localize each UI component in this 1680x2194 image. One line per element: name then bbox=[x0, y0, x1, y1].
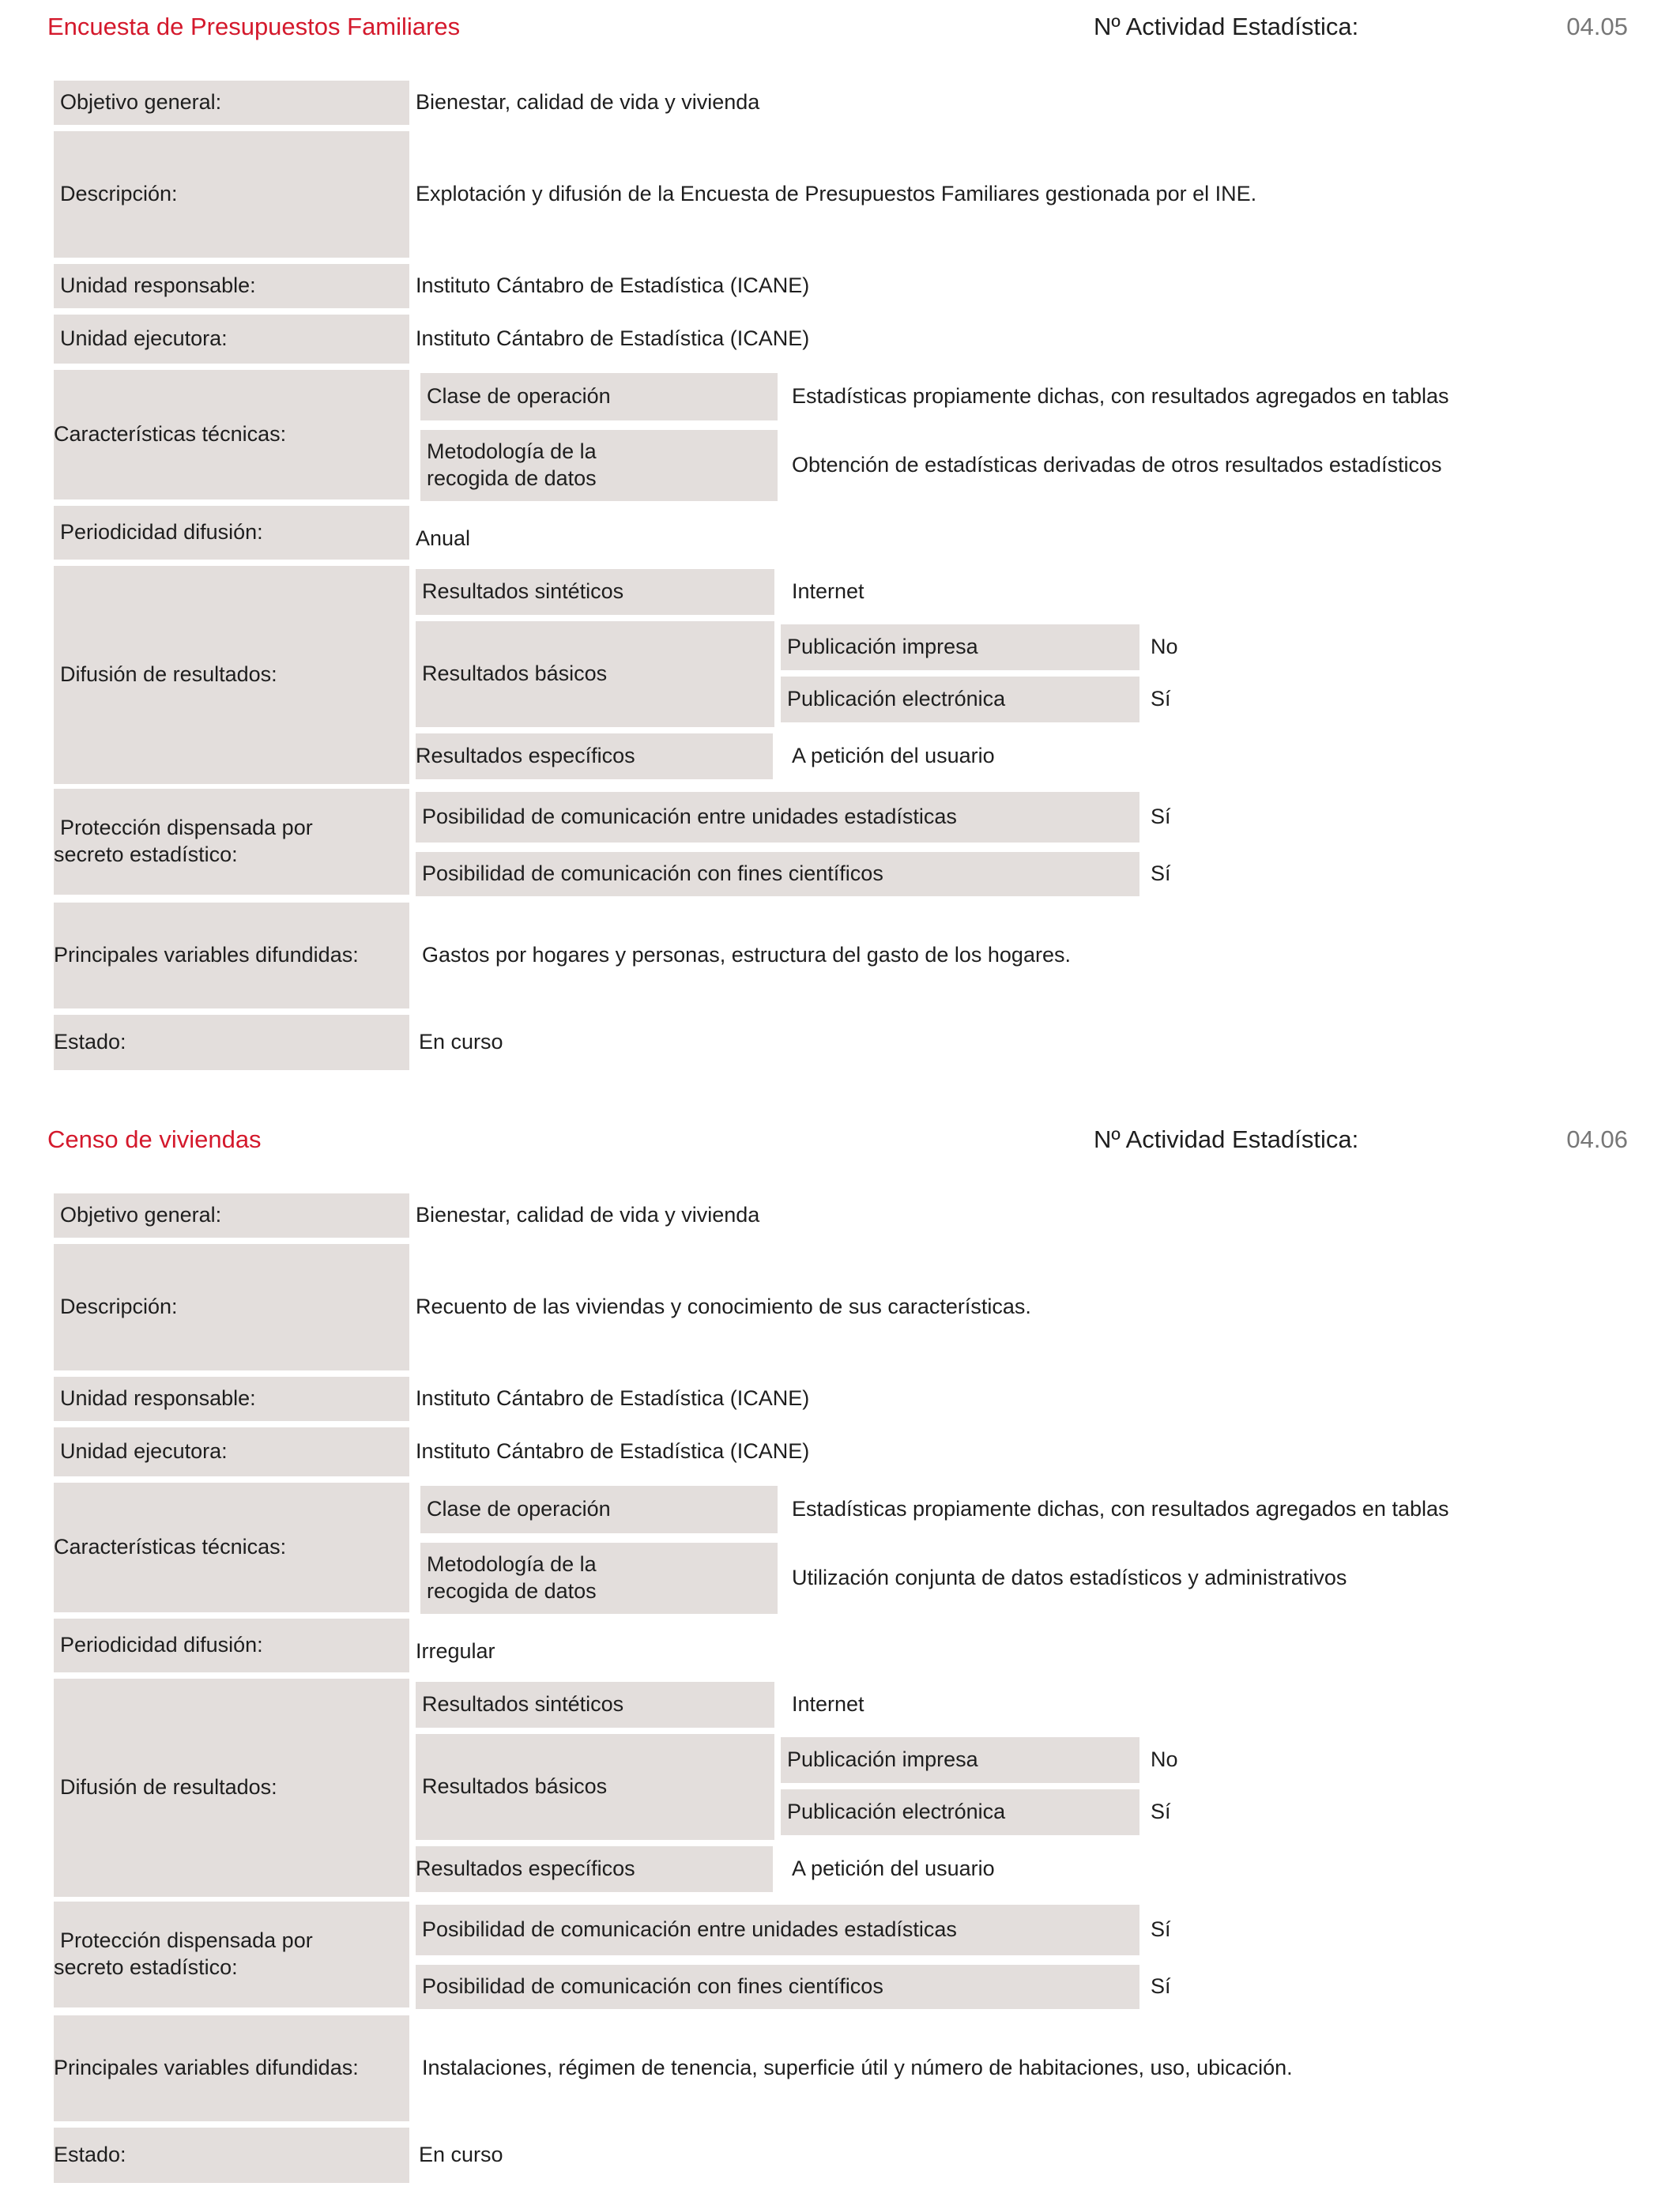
value-comunicacion-unidades: Sí bbox=[1151, 805, 1171, 829]
label-text: Resultados específicos bbox=[416, 1857, 635, 1881]
activity-number: 04.05 bbox=[1566, 13, 1628, 40]
value-comunicacion-cientificos: Sí bbox=[1151, 861, 1171, 886]
label-text: Difusión de resultados: bbox=[60, 662, 277, 687]
label-text: Principales variables difundidas: bbox=[54, 943, 359, 967]
value-metodologia: Utilización conjunta de datos estadísticos y administrativos bbox=[792, 1566, 1347, 1590]
label-metodologia bbox=[420, 1543, 778, 1614]
value-publicacion-impresa: No bbox=[1151, 635, 1178, 659]
label-resultados-basicos bbox=[416, 1734, 774, 1840]
label-text-line1: Metodología de la bbox=[427, 439, 597, 464]
label-text: Difusión de resultados: bbox=[60, 1775, 277, 1800]
label-resultados-especificos bbox=[416, 733, 773, 779]
label-text: Unidad responsable: bbox=[60, 1386, 256, 1411]
label-comunicacion-cientificos bbox=[416, 852, 1139, 896]
value-metodologia: Obtención de estadísticas derivadas de otros resultados estadísticos bbox=[792, 453, 1442, 477]
label-text: Publicación electrónica bbox=[787, 687, 1006, 711]
label-clase-operacion bbox=[420, 1486, 778, 1533]
label-text: Resultados básicos bbox=[422, 662, 608, 686]
label-text: Publicación electrónica bbox=[787, 1800, 1006, 1824]
activity-number-label: Nº Actividad Estadística: bbox=[1094, 13, 1359, 40]
label-text: Posibilidad de comunicación entre unidades estadísticas bbox=[422, 805, 957, 829]
label-text: Unidad ejecutora: bbox=[60, 326, 228, 351]
label-objetivo-general bbox=[54, 81, 409, 125]
value-periodicidad: Irregular bbox=[416, 1639, 495, 1664]
label-estado bbox=[54, 1015, 409, 1070]
label-text: Estado: bbox=[54, 2143, 126, 2167]
label-text: Estado: bbox=[54, 1030, 126, 1054]
label-difusion-resultados bbox=[54, 1679, 409, 1897]
label-text: Descripción: bbox=[60, 182, 178, 206]
value-descripcion: Explotación y difusión de la Encuesta de Presupuestos Familiares gestionada por el INE. bbox=[416, 182, 1257, 206]
label-text: Objetivo general: bbox=[60, 1203, 222, 1227]
value-principales-variables: Gastos por hogares y personas, estructura del gasto de los hogares. bbox=[422, 943, 1071, 967]
label-comunicacion-unidades bbox=[416, 792, 1139, 843]
label-caracteristicas-tecnicas bbox=[54, 1483, 409, 1612]
label-text: Unidad responsable: bbox=[60, 273, 256, 298]
value-unidad-ejecutora: Instituto Cántabro de Estadística (ICANE) bbox=[416, 326, 810, 351]
label-publicacion-impresa bbox=[781, 624, 1139, 670]
value-objetivo-general: Bienestar, calidad de vida y vivienda bbox=[416, 90, 760, 115]
label-unidad-responsable bbox=[54, 1377, 409, 1421]
label-resultados-sinteticos bbox=[416, 569, 774, 615]
value-clase-operacion: Estadísticas propiamente dichas, con resultados agregados en tablas bbox=[792, 384, 1449, 409]
label-text: Publicación impresa bbox=[787, 635, 978, 659]
label-text: Unidad ejecutora: bbox=[60, 1439, 228, 1464]
label-text: Resultados sintéticos bbox=[422, 579, 624, 604]
label-difusion-resultados bbox=[54, 566, 409, 784]
label-text: Posibilidad de comunicación con fines científicos bbox=[422, 1974, 883, 1999]
value-objetivo-general: Bienestar, calidad de vida y vivienda bbox=[416, 1203, 760, 1227]
value-resultados-especificos: A petición del usuario bbox=[792, 1857, 995, 1881]
label-proteccion-secreto bbox=[54, 789, 409, 895]
label-text: Descripción: bbox=[60, 1295, 178, 1319]
value-unidad-responsable: Instituto Cántabro de Estadística (ICANE) bbox=[416, 1386, 810, 1411]
value-publicacion-electronica: Sí bbox=[1151, 1800, 1171, 1824]
label-principales-variables bbox=[54, 2015, 409, 2121]
label-comunicacion-unidades bbox=[416, 1905, 1139, 1955]
label-text: Resultados sintéticos bbox=[422, 1692, 624, 1717]
label-objetivo-general bbox=[54, 1193, 409, 1238]
activity-section bbox=[0, 1113, 1680, 2194]
label-unidad-ejecutora bbox=[54, 315, 409, 364]
label-caracteristicas-tecnicas bbox=[54, 370, 409, 499]
label-text-line1: Metodología de la bbox=[427, 1552, 597, 1577]
label-text: Características técnicas: bbox=[54, 1535, 287, 1559]
label-text: Clase de operación bbox=[427, 384, 611, 409]
label-text: Resultados específicos bbox=[416, 744, 635, 768]
value-unidad-ejecutora: Instituto Cántabro de Estadística (ICANE) bbox=[416, 1439, 810, 1464]
value-comunicacion-cientificos: Sí bbox=[1151, 1974, 1171, 1999]
section-title: Encuesta de Presupuestos Familiares bbox=[47, 13, 461, 40]
value-comunicacion-unidades: Sí bbox=[1151, 1917, 1171, 1942]
value-publicacion-electronica: Sí bbox=[1151, 687, 1171, 711]
label-text-line2: secreto estadístico: bbox=[54, 1955, 238, 1979]
label-text: Periodicidad difusión: bbox=[60, 520, 263, 545]
label-clase-operacion bbox=[420, 373, 778, 420]
label-text: Publicación impresa bbox=[787, 1747, 978, 1772]
value-periodicidad: Anual bbox=[416, 526, 471, 551]
activity-number-label: Nº Actividad Estadística: bbox=[1094, 1125, 1359, 1153]
label-text-line1: Protección dispensada por bbox=[60, 1928, 313, 1953]
value-resultados-sinteticos: Internet bbox=[792, 579, 864, 604]
section-title: Censo de viviendas bbox=[47, 1125, 262, 1153]
value-estado: En curso bbox=[419, 2143, 503, 2167]
label-text: Principales variables difundidas: bbox=[54, 2056, 359, 2080]
label-periodicidad bbox=[54, 1619, 409, 1672]
label-publicacion-electronica bbox=[781, 677, 1139, 722]
value-clase-operacion: Estadísticas propiamente dichas, con resultados agregados en tablas bbox=[792, 1497, 1449, 1521]
label-text: Objetivo general: bbox=[60, 90, 222, 115]
value-resultados-sinteticos: Internet bbox=[792, 1692, 864, 1717]
value-publicacion-impresa: No bbox=[1151, 1747, 1178, 1772]
value-unidad-responsable: Instituto Cántabro de Estadística (ICANE) bbox=[416, 273, 810, 298]
label-metodologia bbox=[420, 430, 778, 501]
label-text: Posibilidad de comunicación entre unidades estadísticas bbox=[422, 1917, 957, 1942]
label-proteccion-secreto bbox=[54, 1902, 409, 2007]
label-text: Resultados básicos bbox=[422, 1774, 608, 1799]
value-descripcion: Recuento de las viviendas y conocimiento de sus características. bbox=[416, 1295, 1031, 1319]
label-periodicidad bbox=[54, 506, 409, 560]
label-publicacion-impresa bbox=[781, 1737, 1139, 1783]
label-principales-variables bbox=[54, 903, 409, 1008]
value-principales-variables: Instalaciones, régimen de tenencia, superficie útil y número de habitaciones, uso, ubicación. bbox=[422, 2056, 1293, 2080]
label-text: Clase de operación bbox=[427, 1497, 611, 1521]
label-resultados-sinteticos bbox=[416, 1682, 774, 1728]
label-text: Posibilidad de comunicación con fines científicos bbox=[422, 861, 883, 886]
label-text-line2: secreto estadístico: bbox=[54, 843, 238, 866]
label-estado bbox=[54, 2128, 409, 2183]
value-estado: En curso bbox=[419, 1030, 503, 1054]
label-resultados-basicos bbox=[416, 621, 774, 727]
label-comunicacion-cientificos bbox=[416, 1965, 1139, 2009]
label-resultados-especificos bbox=[416, 1846, 773, 1892]
label-text: Características técnicas: bbox=[54, 422, 287, 447]
activity-number: 04.06 bbox=[1566, 1125, 1628, 1153]
value-resultados-especificos: A petición del usuario bbox=[792, 744, 995, 768]
label-text-line1: Protección dispensada por bbox=[60, 816, 313, 840]
label-descripcion bbox=[54, 131, 409, 258]
label-text-line2: recogida de datos bbox=[427, 1579, 597, 1603]
label-descripcion bbox=[54, 1244, 409, 1370]
label-unidad-ejecutora bbox=[54, 1427, 409, 1476]
label-text: Periodicidad difusión: bbox=[60, 1633, 263, 1657]
label-publicacion-electronica bbox=[781, 1789, 1139, 1835]
label-unidad-responsable bbox=[54, 264, 409, 308]
label-text-line2: recogida de datos bbox=[427, 466, 597, 490]
